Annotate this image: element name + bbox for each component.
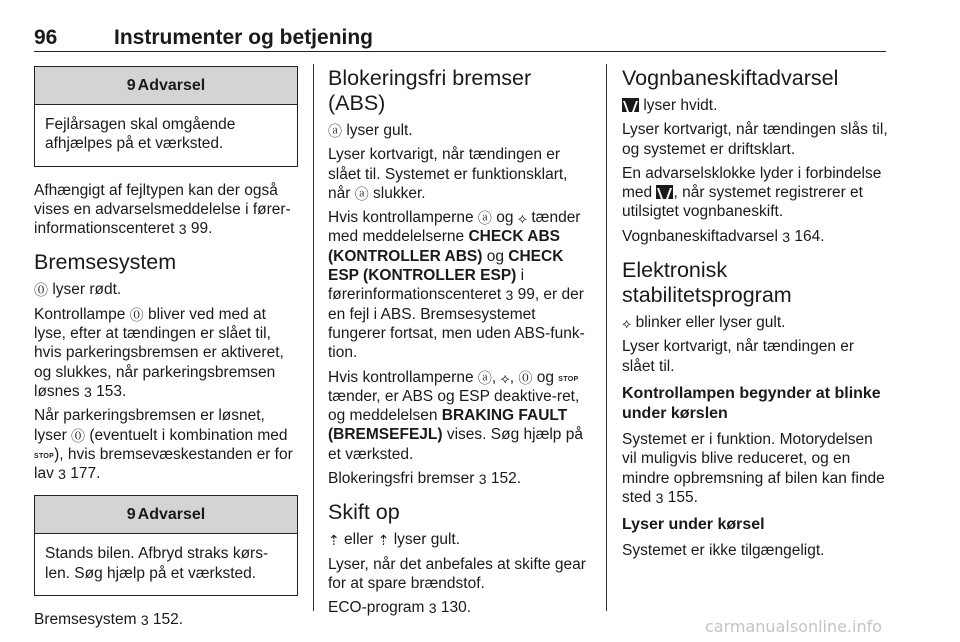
paragraph: Lyser kortvarigt, når tændingen er slået til. Systemet er funktionsklart, når ⓐ slukker. — [328, 146, 568, 202]
ref-arrow-icon: 3 — [428, 600, 437, 617]
column-divider — [606, 64, 607, 611]
warning-title: Advarsel — [137, 506, 206, 524]
section-heading-brake: Bremsesystem — [34, 250, 177, 275]
section-heading-lane: Vognbaneskiftadvarsel — [622, 66, 839, 90]
paragraph: En advarselsklokke lyder i forbindelse med , når systemet registrerer et utilsigtet vognbaneskift. — [622, 164, 882, 221]
paragraph: ⓐ lyser gult. — [328, 122, 413, 139]
esp-icon: ⟡ — [517, 210, 528, 227]
brake-warning-icon: ⓪ — [34, 282, 48, 299]
ref-arrow-icon: 3 — [58, 466, 66, 483]
warning-icon: 9 — [126, 77, 136, 94]
warning-header — [35, 67, 297, 105]
section-heading-shift: Skift op — [328, 500, 400, 525]
lane-departure-icon — [622, 98, 639, 112]
paragraph: Lyser kortvarigt, når tændingen slås til, og systemet er driftsklart. — [622, 121, 888, 158]
warning-text: Fejlårsagen skal omgående afhjælpes på et værksted. — [45, 116, 236, 153]
warning-box — [34, 66, 298, 167]
page-header — [34, 26, 886, 52]
column-divider — [313, 64, 314, 611]
paragraph: lyser hvidt. — [622, 96, 888, 115]
ref-arrow-icon: 3 — [140, 612, 149, 629]
stop-icon: STOP — [34, 452, 55, 460]
paragraph: ⇡ eller ⇡ lyser gult. — [328, 531, 461, 549]
ref-arrow-icon: 3 — [478, 471, 487, 488]
section-heading-esp: Elektronisk stabilitetsprogram — [622, 258, 792, 308]
paragraph: Vognbaneskiftadvarsel 3 164. — [622, 227, 825, 245]
paragraph: Kontrollampe ⓪ bliver ved med at lyse, efter at tændingen er slået til, hvis parkeringsbremsen er aktiveret, og slukkes, når parkeringsbremsen løsnes 3 153. — [34, 305, 284, 400]
paragraph: Bremsesystem 3 152. — [34, 611, 184, 629]
subheading-on: Lyser under kørsel — [622, 516, 765, 534]
section-heading-abs: Blokeringsfri bremser (ABS) — [328, 66, 532, 115]
shift-up-icon: ⇡ — [328, 532, 340, 549]
page-title: Instrumenter og betjening — [114, 26, 374, 49]
esp-icon: ⟡ — [500, 369, 510, 386]
subheading-blink: Kontrollampen begynder at blinke under kørslen — [622, 384, 881, 422]
abs-icon: ⓐ — [354, 185, 369, 202]
paragraph: Hvis kontrollamperne ⓐ og ⟡ tænder med meddelelserne CHECK ABS (KONTROLLER ABS) og CHECK ESP (KONTROLLER ESP) i førerinformationscenteret 3 99, er der en fejl i ABS. Bremsesystemet fungerer fortsat, men uden ABS-funk-tion. — [328, 209, 585, 362]
warning-title: Advarsel — [137, 77, 206, 94]
column-2 — [328, 66, 592, 623]
ref-arrow-icon: 3 — [505, 287, 514, 304]
paragraph: Hvis kontrollamperne ⓐ, ⟡, ⓪ og STOP tænder, er ABS og ESP deaktive-ret, og meddelelsen BRAKING FAULT (BREMSEFEJL) vises. Søg hjælp på et værksted. — [328, 368, 583, 463]
watermark: carmanualsonline.info — [705, 617, 883, 636]
ref-arrow-icon: 3 — [178, 221, 187, 238]
paragraph: Systemet er ikke tilgængeligt. — [622, 542, 825, 560]
paragraph: ⓪ lyser rødt. — [34, 281, 122, 299]
ref-arrow-icon: 3 — [655, 489, 664, 506]
brake-warning-icon: ⓪ — [518, 369, 533, 386]
brake-warning-icon: ⓪ — [71, 427, 86, 444]
paragraph: ⟡ blinker eller lyser gult. — [622, 314, 786, 332]
page-number: 96 — [34, 26, 58, 49]
paragraph: Blokeringsfri bremser 3 152. — [328, 470, 522, 488]
column-1 — [34, 66, 298, 634]
paragraph: Lyser, når det anbefales at skifte gear for at spare brændstof. — [328, 555, 586, 592]
shift-up-icon: ⇡ — [377, 532, 390, 549]
lane-departure-icon — [656, 185, 673, 199]
stop-icon: STOP — [558, 375, 579, 383]
warning-text: Stands bilen. Afbryd straks kørs-len. Søg hjælp på et værksted. — [45, 545, 269, 582]
paragraph: ECO-program 3 130. — [328, 599, 472, 617]
warning-header — [35, 496, 297, 534]
abs-icon: ⓐ — [477, 369, 492, 386]
ref-arrow-icon: 3 — [83, 383, 92, 400]
paragraph: Afhængigt af fejltypen kan der også vises en advarselsmeddelelse i fører-informationscenteret 3 99. — [34, 181, 291, 238]
ref-arrow-icon: 3 — [782, 228, 791, 245]
warning-box — [34, 495, 298, 596]
brake-warning-icon: ⓪ — [129, 306, 144, 323]
abs-icon: ⓐ — [328, 123, 342, 139]
esp-icon: ⟡ — [622, 315, 632, 332]
warning-icon: 9 — [126, 506, 136, 524]
paragraph: Når parkeringsbremsen er løsnet, lyser ⓪ (eventuelt i kombination med STOP), hvis bremsevæskestanden er for lav 3 177. — [34, 407, 293, 483]
paragraph: Systemet er i funktion. Motorydelsen vil muligvis blive reduceret, og en mindre opbremsning af bilen kan finde sted 3 155. — [622, 430, 885, 506]
paragraph: Lyser kortvarigt, når tændingen er slået til. — [622, 338, 855, 375]
abs-icon: ⓐ — [477, 210, 492, 227]
column-3 — [622, 66, 888, 565]
